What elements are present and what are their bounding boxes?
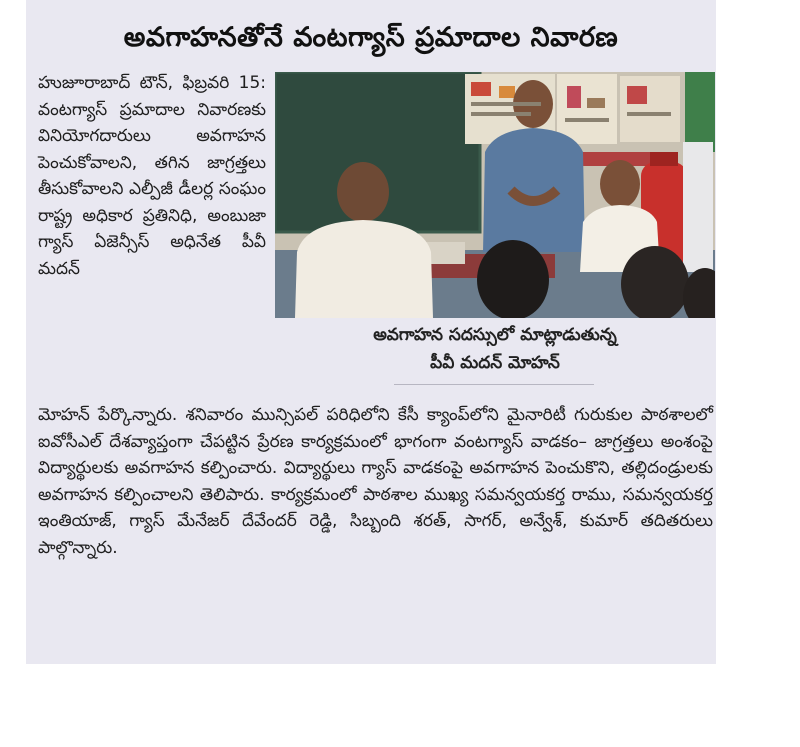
caption-divider	[394, 384, 594, 385]
photo-caption-line-1: అవగాహన సదస్సులో మాట్లాడుతున్న	[373, 325, 617, 345]
news-clipping	[26, 0, 716, 664]
article-intro-text: హుజూరాబాద్ టౌన్, ఫిబ్రవరి 15: వంటగ్యాస్ ప్రమాదాల నివారణకు వినియోగదారులు అవగాహన పెంచుకోవాలని, తగిన జాగ్రత్తలు తీసుకోవాలని ఎల్పీజీ డీలర్ల సంఘం రాష్ట్ర అధికార ప్రతినిధి, అంబుజా గ్యాస్ ఏజెన్సీస్ అధినేత పీవీ మదన్	[38, 73, 266, 279]
photo-illustration	[275, 72, 715, 318]
article-body-text: మోహన్ పేర్కొన్నారు. శనివారం మున్సిపల్ పరిధిలోని కేసీ క్యాంప్‌లోని మైనారిటీ గురుకుల పాఠశాలలో ఐవోసీఎల్ దేశవ్యాప్తంగా చేపట్టిన ప్రేరణ కార్యక్రమంలో భాగంగా వంటగ్యాస్ వాడకం– జాగ్రత్తలు అంశంపై విద్యార్థులకు అవగాహన కల్పించారు. విద్యార్థులు గ్యాస్ వాడకంపై అవగాహన పెంచుకొని, తల్లిదండ్రులకు అవగాహన కల్పించాలని తెలిపారు. కార్యక్రమంలో పాఠశాల ముఖ్య సమన్వయకర్త రాము, సమన్వయకర్త ఇంతియాజ్, గ్యాస్ మేనేజర్ దేవేందర్ రెడ్డి, సిబ్బంది శరత్, సాగర్, అన్వేశ్, కుమార్ తదితరులు పాల్గొన్నారు.	[38, 405, 713, 558]
photo-caption-line-2: పీవీ మదన్ మోహన్	[430, 353, 560, 373]
headline: అవగాహనతోనే వంటగ్యాస్ ప్రమాదాల నివారణ	[123, 22, 619, 53]
article-photo	[275, 72, 715, 318]
